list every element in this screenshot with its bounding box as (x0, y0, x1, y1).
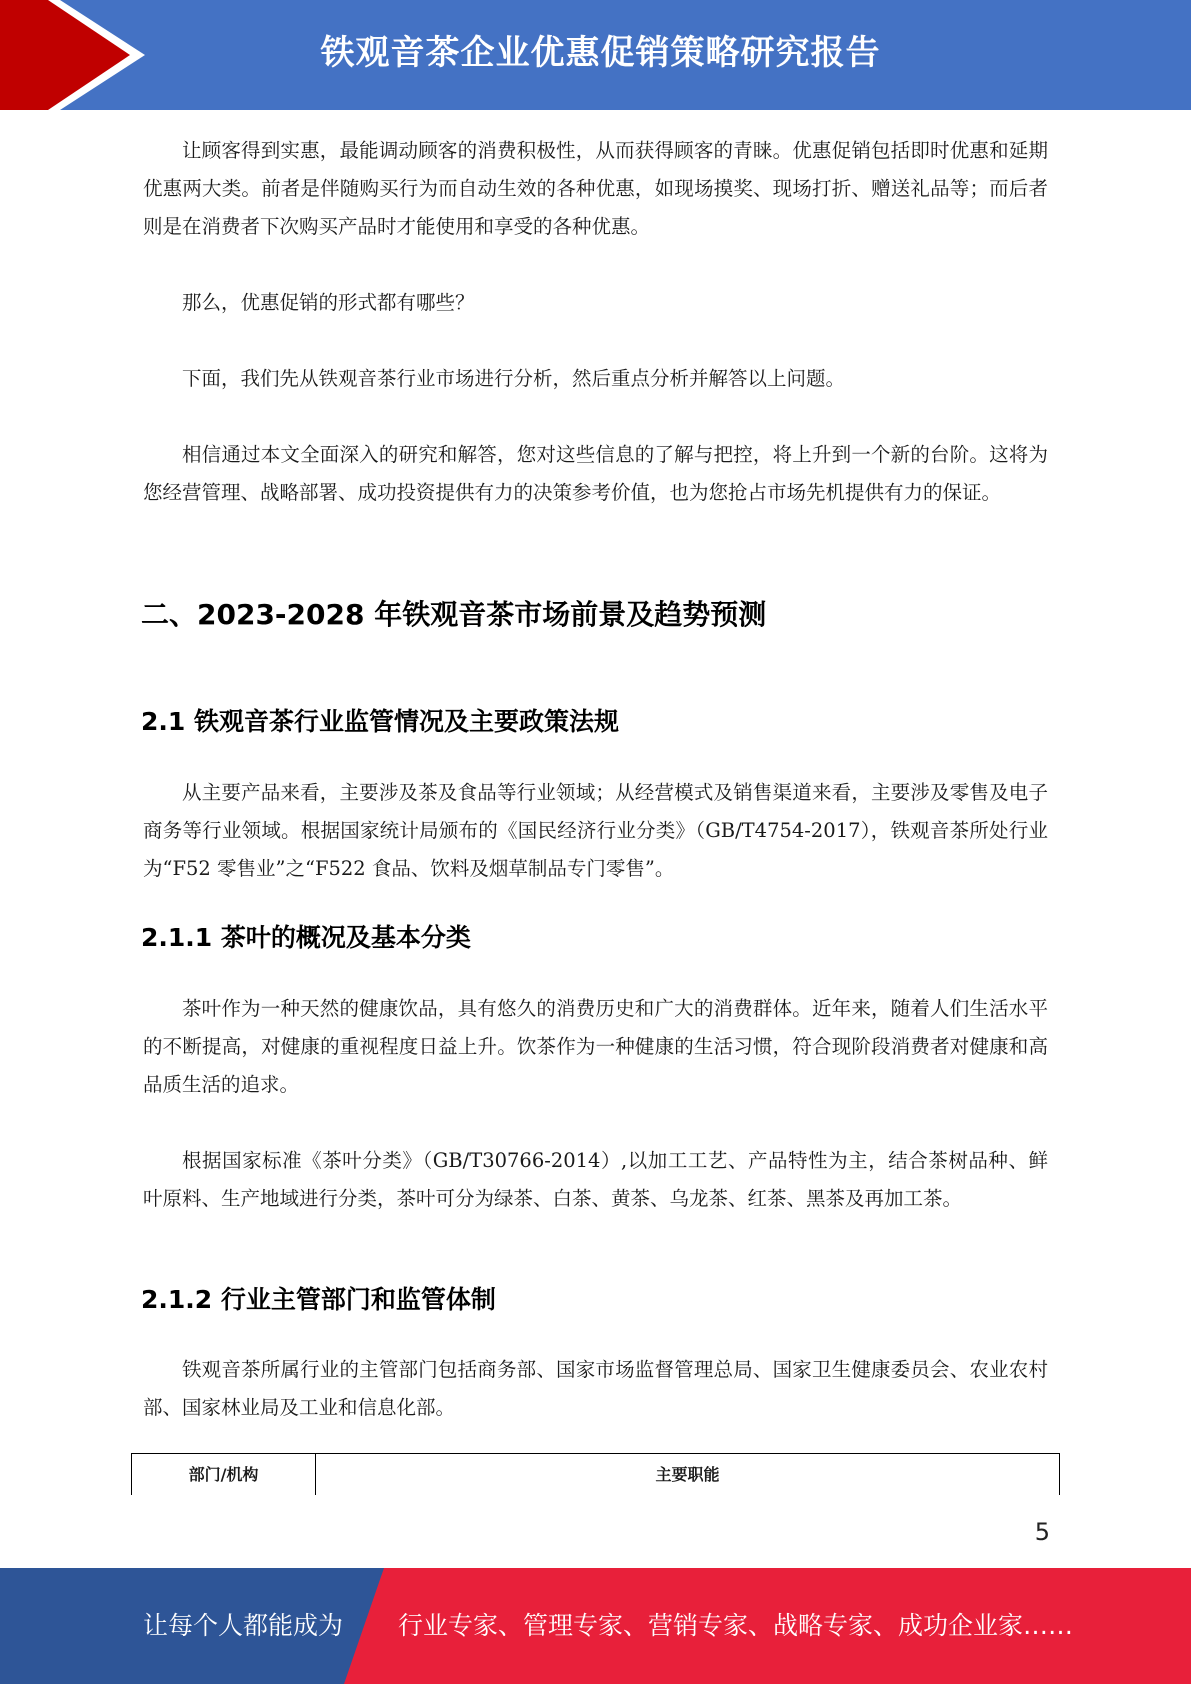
intro-section (143, 132, 1048, 512)
footer-slogan-right: 行业专家、管理专家、营销专家、战略专家、成功企业家…… (398, 1611, 1074, 1640)
section-2-1-paragraph: 从主要产品来看，主要涉及茶及食品等行业领域；从经营模式及销售渠道来看，主要涉及零售及电子商务等行业领域。根据国家统计局颁布的《国民经济行业分类》（GB/T4754-2017），铁观音茶所处行业为“F52 零售业”之“F522 食品、饮料及烟草制品专门零售”。 (143, 781, 1048, 880)
section-2-1-2-paragraph: 铁观音茶所属行业的主管部门包括商务部、国家市场监督管理总局、国家卫生健康委员会、农业农村部、国家林业局及工业和信息化部。 (143, 1358, 1048, 1419)
report-title: 铁观音茶企业优惠促销策略研究报告 (320, 33, 881, 73)
section-2-1-1-paragraph-1: 茶叶作为一种天然的健康饮品，具有悠久的消费历史和广大的消费群体。近年来，随着人们生活水平的不断提高，对健康的重视程度日益上升。饮茶作为一种健康的生活习惯，符合现阶段消费者对健康和高品质生活的追求。 (143, 997, 1048, 1096)
intro-paragraph-3: 下面，我们先从铁观音茶行业市场进行分析，然后重点分析并解答以上问题。 (182, 367, 846, 390)
section-2-1-2-heading: 2.1.2 行业主管部门和监管体制 (141, 1285, 496, 1314)
section-2-1-2-body (143, 1351, 1048, 1427)
intro-paragraph-4: 相信通过本文全面深入的研究和解答，您对这些信息的了解与把控，将上升到一个新的台阶。这将为您经营管理、战略部署、成功投资提供有力的决策参考价值，也为您抢占市场先机提供有力的保证。 (143, 443, 1048, 504)
page-number: 5 (1034, 1518, 1050, 1546)
regulators-table (131, 1453, 1060, 1495)
section-2-1-heading: 2.1 铁观音茶行业监管情况及主要政策法规 (141, 707, 619, 736)
intro-paragraph-1: 让顾客得到实惠，最能调动顾客的消费积极性，从而获得顾客的青睐。优惠促销包括即时优惠和延期优惠两大类。前者是伴随购买行为而自动生效的各种优惠，如现场摸奖、现场打折、赠送礼品等；而后者则是在消费者下次购买产品时才能使用和享受的各种优惠。 (143, 139, 1048, 238)
section-2-1-1-body (143, 990, 1048, 1218)
section-2-1-body (143, 774, 1048, 888)
page-footer (0, 1568, 1191, 1684)
table-header-department: 部门/机构 (132, 1454, 316, 1495)
footer-slogan-left: 让每个人都能成为 (143, 1611, 344, 1640)
intro-paragraph-2: 那么，优惠促销的形式都有哪些？ (182, 291, 475, 314)
page-header (0, 0, 1191, 110)
section-2-1-1-heading: 2.1.1 茶叶的概况及基本分类 (141, 923, 471, 952)
section-2-1-1-paragraph-2: 根据国家标准《茶叶分类》（GB/T30766-2014）,以加工工艺、产品特性为主，结合茶树品种、鲜叶原料、生产地域进行分类，茶叶可分为绿茶、白茶、黄茶、乌龙茶、红茶、黑茶及再加工茶。 (143, 1149, 1048, 1210)
table-header-functions: 主要职能 (655, 1465, 720, 1484)
section-2-heading: 二、2023-2028 年铁观音茶市场前景及趋势预测 (141, 598, 767, 631)
